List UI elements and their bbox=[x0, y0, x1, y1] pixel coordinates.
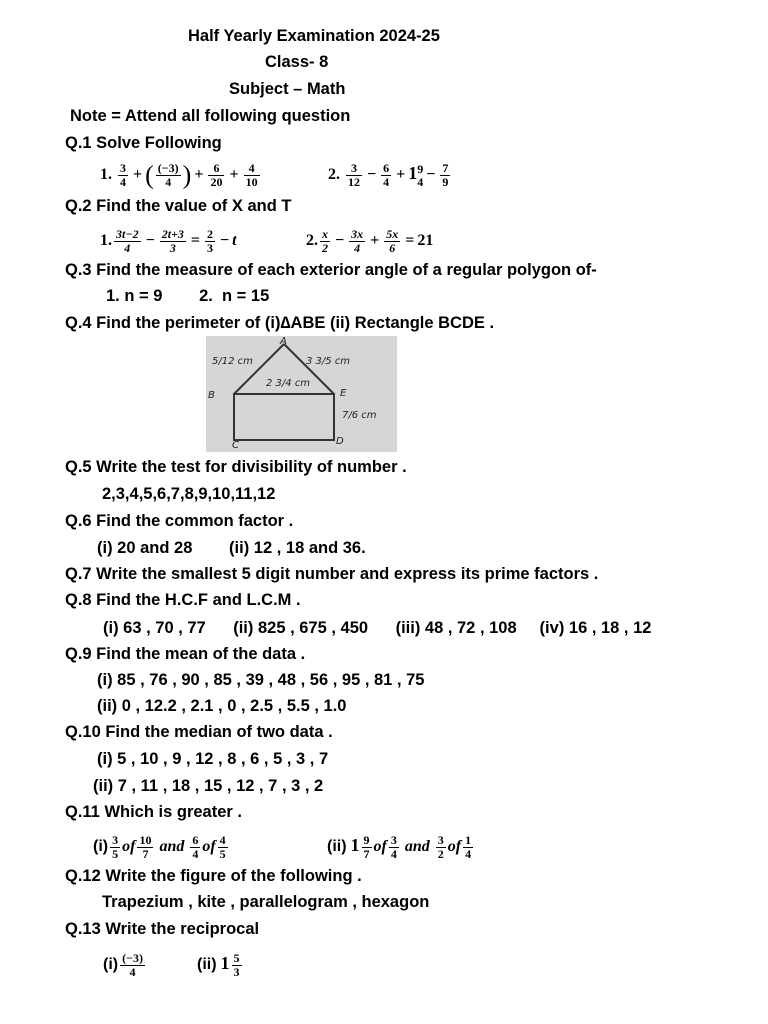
q10-part2: (ii) 7 , 11 , 18 , 15 , 12 , 7 , 3 , 2 bbox=[93, 777, 324, 795]
q12-title: Q.12 Write the figure of the following . bbox=[65, 867, 362, 885]
q3-parts: 1. n = 9 2. n = 15 bbox=[106, 287, 270, 305]
label-d: D bbox=[336, 436, 344, 447]
q1-part1: 1. $\frac{3}{4}$ + ( $\frac{(-3)}{4}$ ) + $\frac{6}{20}$ + $\frac{4}{10}$ bbox=[100, 160, 258, 190]
q9-title: Q.9 Find the mean of the data . bbox=[65, 645, 306, 663]
exam-title: Half Yearly Examination 2024-25 bbox=[188, 27, 440, 45]
label-c: C bbox=[232, 440, 239, 451]
q13-title: Q.13 Write the reciprocal bbox=[65, 920, 260, 938]
q5-list: 2,3,4,5,6,7,8,9,10,11,12 bbox=[102, 485, 276, 503]
q1-part2: 2. $\frac{3}{12}$ − $\frac{6}{4}$ + 1 9 4 − $\frac{7}{9}$ bbox=[328, 161, 449, 189]
q6-parts: (i) 20 and 28 (ii) 12 , 18 and 36. bbox=[97, 539, 366, 557]
q10-part1: (i) 5 , 10 , 9 , 12 , 8 , 6 , 5 , 3 , 7 bbox=[97, 750, 329, 768]
measure-be: 2 3/4 cm bbox=[266, 378, 311, 389]
q8-parts: (i) 63 , 70 , 77 (ii) 825 , 675 , 450 (iii) 48 , 72 , 108 (iv) 16 , 18 , 12 bbox=[103, 619, 652, 637]
house-figure bbox=[206, 336, 397, 452]
q11-part1: (i) $\frac{3}{5}$ of $\frac{10}{7}$ and $\frac{6}{4}$ of $\frac{4}{5}$ bbox=[93, 833, 226, 861]
q9-part2: (ii) 0 , 12.2 , 2.1 , 0 , 2.5 , 5.5 , 1.0 bbox=[97, 697, 347, 715]
q11-title: Q.11 Which is greater . bbox=[65, 803, 242, 821]
q3-title: Q.3 Find the measure of each exterior angle of a regular polygon of- bbox=[65, 261, 597, 279]
q13-part1: (i) $\frac{(-3)}{4}$ bbox=[103, 951, 143, 979]
q6-title: Q.6 Find the common factor . bbox=[65, 512, 294, 530]
q2-title: Q.2 Find the value of X and T bbox=[65, 197, 292, 215]
label-a: A bbox=[280, 336, 287, 347]
q11-part2: (ii) 1 $\frac{9}{7}$ of $\frac{3}{4}$ and $\frac{3}{2}$ of $\frac{1}{4}$ bbox=[327, 833, 472, 861]
q12-list: Trapezium , kite , parallelogram , hexagon bbox=[102, 893, 430, 911]
q10-title: Q.10 Find the median of two data . bbox=[65, 723, 333, 741]
q1-title: Q.1 Solve Following bbox=[65, 134, 222, 152]
measure-ab: 5/12 cm bbox=[212, 356, 253, 367]
label-e: E bbox=[340, 388, 347, 399]
label-b: B bbox=[208, 390, 215, 401]
measure-ed: 7/6 cm bbox=[342, 410, 377, 421]
q13-part2: (ii) 1 $\frac{5}{3}$ bbox=[197, 951, 240, 979]
q7-title: Q.7 Write the smallest 5 digit number and express its prime factors . bbox=[65, 565, 599, 583]
q8-title: Q.8 Find the H.C.F and L.C.M . bbox=[65, 591, 301, 609]
note-text: Note = Attend all following question bbox=[70, 107, 351, 125]
subject-label: Subject – Math bbox=[229, 80, 346, 98]
rectangle-bcde bbox=[234, 394, 334, 440]
q2-part2: 2. $\frac{x}{2}$ − $\frac{3x}{4}$ + $\frac{5x}{6}$ = 21 bbox=[306, 227, 434, 255]
q4-title: Q.4 Find the perimeter of (i)∆ABE (ii) Rectangle BCDE . bbox=[65, 314, 495, 332]
class-label: Class- 8 bbox=[265, 53, 329, 71]
house-diagram bbox=[206, 336, 397, 452]
q9-part1: (i) 85 , 76 , 90 , 85 , 39 , 48 , 56 , 95 , 81 , 75 bbox=[97, 671, 425, 689]
q2-part1: 1. $\frac{3t-2}{4}$ − $\frac{2t+3}{3}$ = $\frac{2}{3}$ − t bbox=[100, 227, 237, 255]
measure-ae: 3 3/5 cm bbox=[306, 356, 351, 367]
q5-title: Q.5 Write the test for divisibility of number . bbox=[65, 458, 407, 476]
